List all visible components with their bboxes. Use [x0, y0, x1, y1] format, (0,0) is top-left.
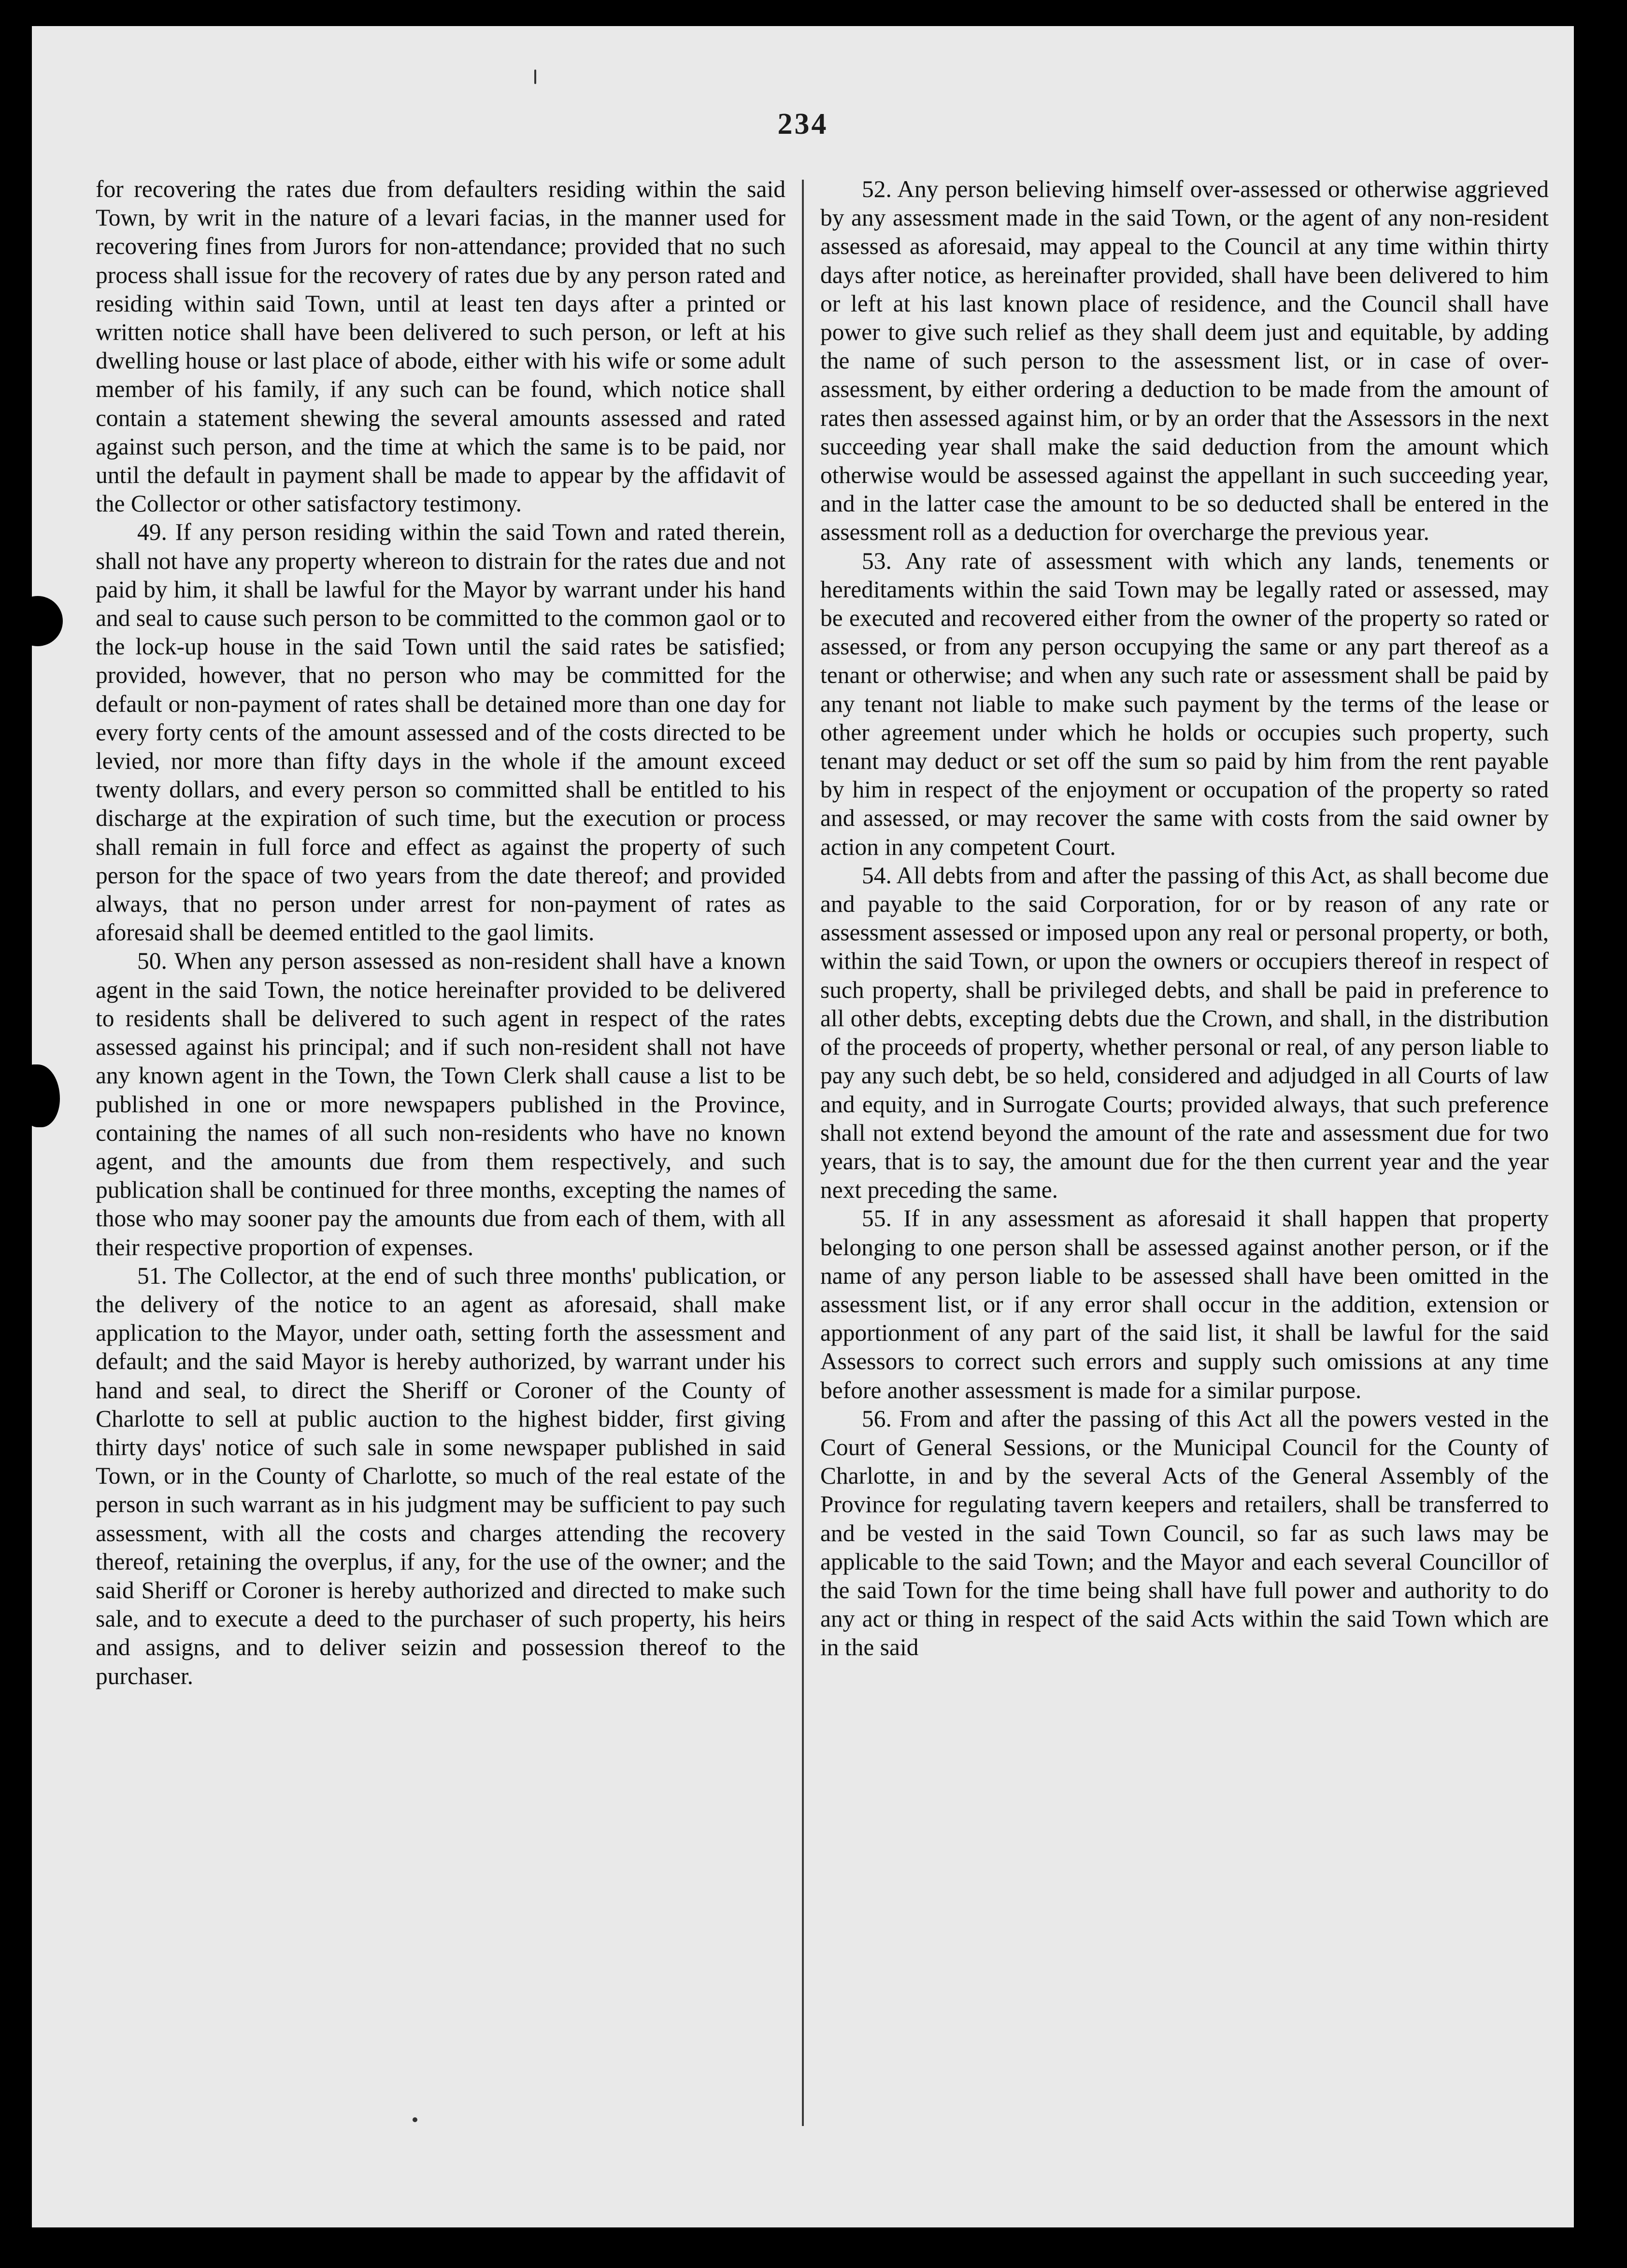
section-52: 52. Any person believing himself over-assessed or otherwise aggrieved by any assessment made in the said Town, or the agent of any non-resident assessed as aforesaid, may appeal to the Council at any time within thirty days after notice, as hereinafter provided, shall have been delivered to him or left at his last known place of residence, and the Council shall have power to give such relief as they shall deem just and equitable, by adding the name of such person to the assessment list, or in case of over-assessment, by either ordering a deduction to be made from the amount of rates then assessed against him, or by an order that the Assessors in the next succeeding year shall make the said deduction from the amount which otherwise would be assessed against the appellant in such succeeding year, and in the latter case the amount to be so deducted shall be entered in the assessment roll as a deduction for overcharge the previous year. [820, 176, 1549, 546]
section-53: 53. Any rate of assessment with which any lands, tenements or hereditaments within the said Town may be legally rated or assessed, may be executed and recovered either from the owner of the property so rated or assessed, or from any person occupying the same or any part thereof as a tenant or otherwise; and when any such rate or assessment shall be paid by any tenant not liable to make such payment by the terms of the lease or other agreement under which he holds or occupies such property, such tenant may deduct or set off the sum so paid by him from the rent payable by him in respect of the enjoyment or occupation of the property so rated and assessed, or may recover the same with costs from the said owner by action in any competent Court. [820, 547, 1549, 860]
section-49: 49. If any person residing within the said Town and rated therein, shall not have any property whereon to distrain for the rates due and not paid by him, it shall be lawful for the Mayor by warrant under his hand and seal to cause such person to be committed to the common gaol or to the lock-up house in the said Town until the said rates be satisfied; provided, however, that no person who may be committed for the default or non-payment of rates shall be detained more than one day for every forty cents of the amount assessed and of the costs directed to be levied, nor more than fifty days in the whole if the amount exceed twenty dollars, and every person so committed shall be entitled to his discharge at the expiration of such time, but the execution or process shall remain in full force and effect as against the property of such person for the space of two years from the date thereof; and provided always, that no person under arrest for non-payment of rates as aforesaid shall be deemed entitled to the gaol limits. [96, 519, 785, 946]
ink-blot [32, 1064, 60, 1127]
speck [534, 70, 536, 84]
paragraph-continuation: for recovering the rates due from defaulters residing within the said Town, by writ in the nature of a levari facias, in the manner used for recovering fines from Jurors for non-attendance; provided that no such process shall issue for the recovery of rates due by any person rated and residing within said Town, until at least ten days after a printed or written notice shall have been delivered to such person, or left at his dwelling house or last place of abode, either with his wife or some adult member of his family, if any such can be found, which notice shall contain a statement shewing the several amounts assessed and rated against such person, and the time at which the same is to be paid, nor until the default in payment shall be made to appear by the affidavit of the Collector or other satisfactory testimony. [96, 176, 785, 517]
section-54: 54. All debts from and after the passing of this Act, as shall become due and payable to the said Corporation, for or by reason of any rate or assessment assessed or imposed upon any real or personal property, or both, within the said Town, or upon the owners or occupiers thereof in respect of such property, shall be privileged debts, and shall be paid in preference to all other debts, excepting debts due the Crown, and shall, in the distribution of the proceeds of property, whether personal or real, of any person liable to pay any such debt, be so held, considered and adjudged in all Courts of law and equity, and in Surrogate Courts; provided always, that such preference shall not extend beyond the amount of the rate and assessment due for two years, that is to say, the amount due for the then current year and the year next preceding the same. [820, 862, 1549, 1204]
section-51: 51. The Collector, at the end of such three months' publication, or the delivery of the notice to an agent as aforesaid, shall make application to the Mayor, under oath, setting forth the assessment and default; and the said Mayor is hereby authorized, by warrant under his hand and seal, to direct the Sheriff or Coroner of the County of Charlotte to sell at public auction to the highest bidder, first giving thirty days' notice of such sale in some newspaper published in said Town, or in the County of Charlotte, so much of the real estate of the person in such warrant as in his judgment may be sufficient to pay such assessment, with all the costs and charges attending the recovery thereof, retaining the overplus, if any, for the use of the owner; and the said Sheriff or Coroner is hereby authorized and directed to make such sale, and to execute a deed to the purchaser of such property, his heirs and assigns, and to deliver seizin and possession thereof to the purchaser. [96, 1262, 785, 1689]
page-number: 234 [777, 108, 828, 141]
section-55: 55. If in any assessment as aforesaid it shall happen that property belonging to one person shall be assessed against another person, or if the name of any person liable to be assessed shall have been omitted in the assessment list, or if any error shall occur in the addition, extension or apportionment of any part of the said list, it shall be lawful for the said Assessors to correct such errors and supply such omissions at any time before another assessment is made for a similar purpose. [820, 1205, 1549, 1403]
ink-blot [32, 596, 63, 646]
speck [413, 2117, 417, 2122]
document-page [32, 26, 1574, 2227]
section-56: 56. From and after the passing of this Act all the powers vested in the Court of General Sessions, or the Municipal Council for the County of Charlotte, in and by the several Acts of the General Assembly of the Province for regulating tavern keepers and retailers, shall be transferred to and be vested in the said Town Council, so far as such laws may be applicable to the said Town; and the Mayor and each several Councillor of the said Town for the time being shall have full power and authority to do any act or thing in respect of the said Acts within the said Town which are in the said [820, 1405, 1549, 1661]
column-divider [802, 180, 804, 2126]
right-column [820, 175, 1549, 1662]
left-column [96, 175, 785, 1690]
section-50: 50. When any person assessed as non-resident shall have a known agent in the said Town, the notice hereinafter provided to be delivered to residents shall be delivered to such agent in respect of the rates assessed against his principal; and if such non-resident shall not have any known agent in the Town, the Town Clerk shall cause a list to be published in one or more newspapers published in the Province, containing the names of all such non-residents who have no known agent, and the amounts due from them respectively, and such publication shall be continued for three months, excepting the names of those who may sooner pay the amounts due from each of them, with all their respective proportion of expenses. [96, 948, 785, 1261]
